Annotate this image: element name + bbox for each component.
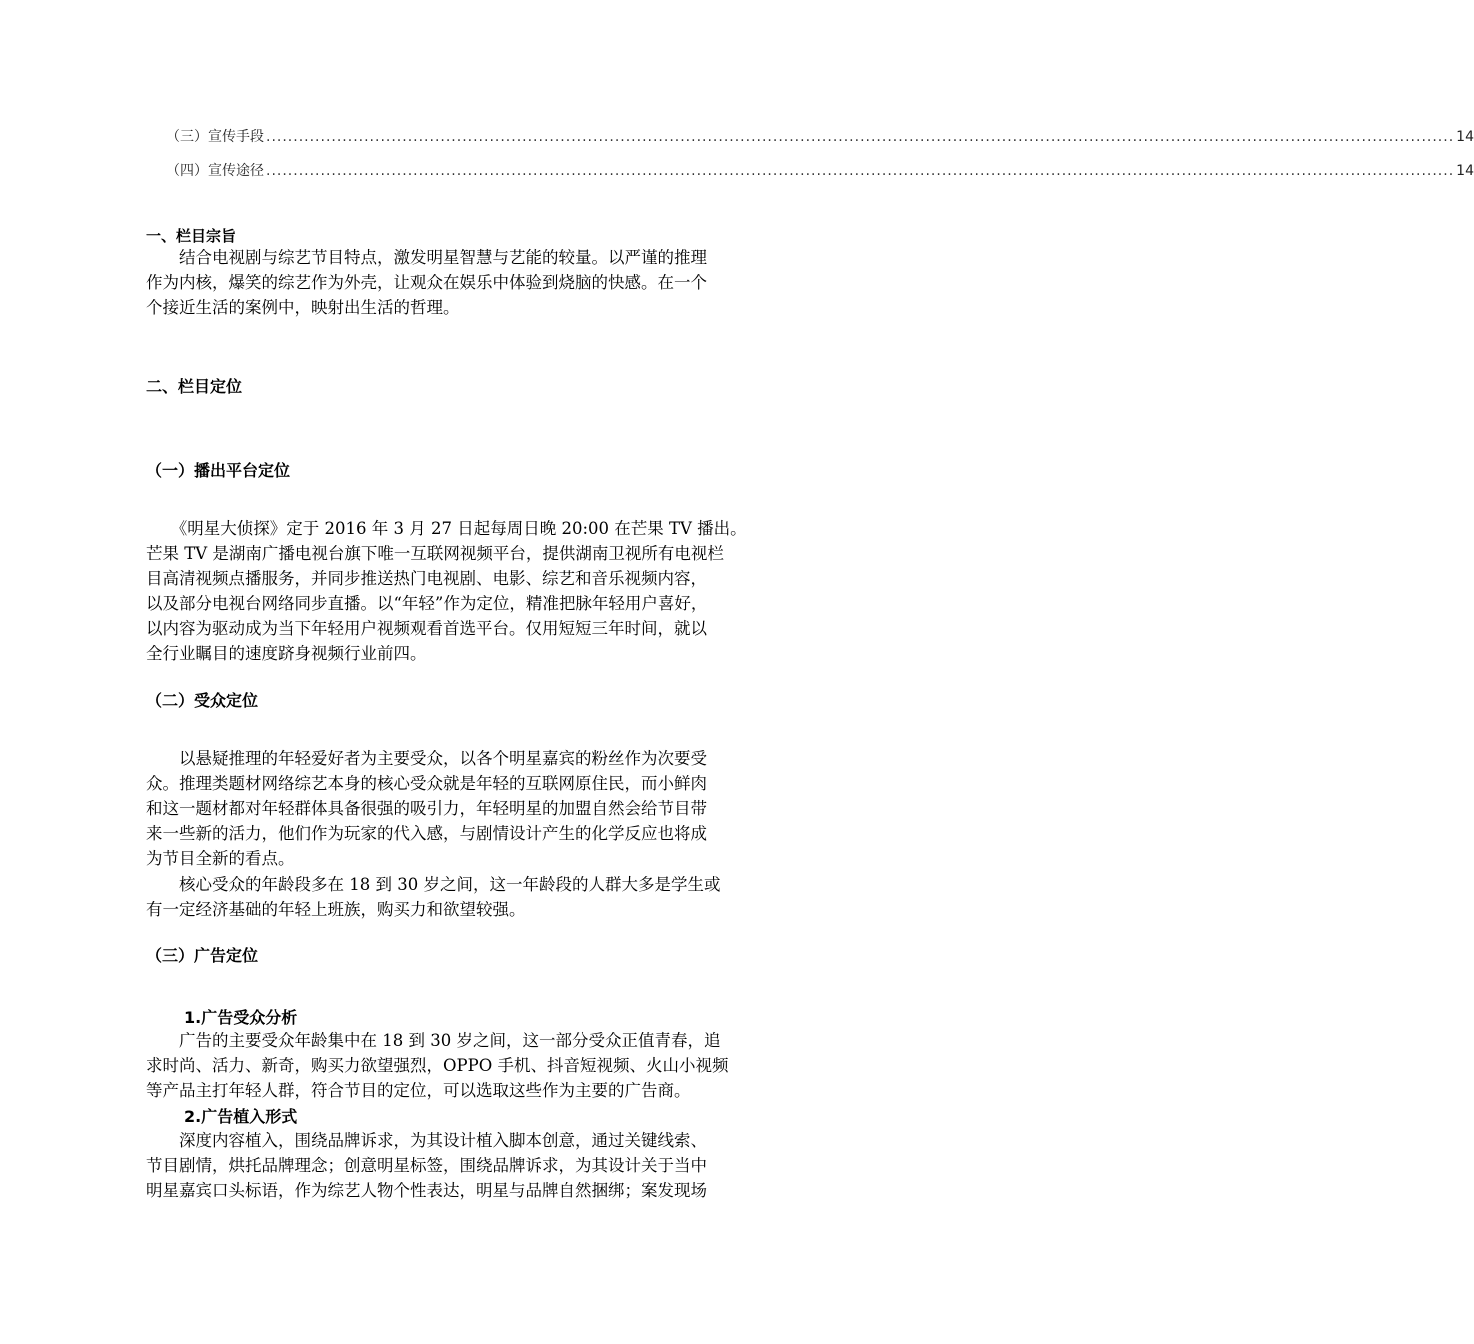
paragraph [146, 516, 806, 666]
text-line: 作为内核，爆笑的综艺作为外壳，让观众在娱乐中体验到烧脑的快感。在一个 [146, 273, 707, 292]
toc-entry[interactable] [166, 126, 1474, 152]
toc-leader-dots: .......................................................................................................................................................................................................................... [266, 129, 1455, 145]
text-line: 节目剧情，烘托品牌理念；创意明星标签，围绕品牌诉求，为其设计关于当中 [146, 1156, 707, 1175]
text-line: 求时尚、活力、新奇，购买力欲望强烈，OPPO 手机、抖音短视频、火山小视频 [146, 1056, 729, 1075]
paragraph [146, 872, 806, 922]
text-line: 等产品主打年轻人群，符合节目的定位，可以选取这些作为主要的广告商。 [146, 1081, 691, 1100]
text-line: 核心受众的年龄段多在 18 到 30 岁之间，这一年龄段的人群大多是学生或 [146, 875, 721, 894]
text-line: 《明星大侦探》定于 2016 年 3 月 27 日起每周日晚 20:00 在芒果 TV 播出。 [146, 519, 747, 538]
section-heading: 一、栏目宗旨 [146, 227, 237, 245]
toc-entry-page: 14 [1456, 129, 1474, 145]
text-line: 芒果 TV 是湖南广播电视台旗下唯一互联网视频平台，提供湖南卫视所有电视栏 [146, 544, 724, 563]
text-line: 来一些新的活力，他们作为玩家的代入感，与剧情设计产生的化学反应也将成 [146, 824, 707, 843]
text-line: 以悬疑推理的年轻爱好者为主要受众，以各个明星嘉宾的粉丝作为次要受 [146, 749, 707, 768]
text-line: 为节目全新的看点。 [146, 849, 295, 868]
text-line: 明星嘉宾口头标语，作为综艺人物个性表达，明星与品牌自然捆绑；案发现场 [146, 1181, 707, 1200]
section-heading: 二、栏目定位 [146, 377, 243, 396]
toc-entry-label: （三）宣传手段 [166, 129, 264, 145]
text-line: 以及部分电视台网络同步直播。以“年轻”作为定位，精准把脉年轻用户喜好， [146, 594, 708, 613]
sub-subsection-heading: 1.广告受众分析 [184, 1008, 298, 1027]
toc-entry-page: 14 [1456, 163, 1474, 179]
text-line: 以内容为驱动成为当下年轻用户视频观看首选平台。仅用短短三年时间，就以 [146, 619, 707, 638]
toc-entry-label: （四）宣传途径 [166, 163, 264, 179]
text-line: 和这一题材都对年轻群体具备很强的吸引力，年轻明星的加盟自然会给节目带 [146, 799, 707, 818]
subsection-heading: （一）播出平台定位 [146, 461, 291, 480]
text-line: 深度内容植入，围绕品牌诉求，为其设计植入脚本创意，通过关键线索、 [146, 1131, 707, 1150]
sub-subsection-heading: 2.广告植入形式 [184, 1107, 298, 1126]
text-line: 结合电视剧与综艺节目特点，激发明星智慧与艺能的较量。以严谨的推理 [146, 248, 707, 267]
paragraph [146, 1028, 806, 1103]
toc-leader-dots: .......................................................................................................................................................................................................................... [266, 163, 1455, 179]
subsection-heading: （三）广告定位 [146, 946, 259, 965]
paragraph [146, 245, 806, 320]
subsection-heading: （二）受众定位 [146, 691, 259, 710]
paragraph [146, 746, 806, 871]
paragraph [146, 1128, 806, 1203]
text-line: 个接近生活的案例中，映射出生活的哲理。 [146, 298, 460, 317]
text-line: 众。推理类题材网络综艺本身的核心受众就是年轻的互联网原住民，而小鲜肉 [146, 774, 707, 793]
toc-entry[interactable] [166, 160, 1474, 186]
text-line: 全行业瞩目的速度跻身视频行业前四。 [146, 644, 427, 663]
text-line: 有一定经济基础的年轻上班族，购买力和欲望较强。 [146, 900, 526, 919]
text-line: 广告的主要受众年龄集中在 18 到 30 岁之间，这一部分受众正值青春，追 [146, 1031, 721, 1050]
text-line: 目高清视频点播服务，并同步推送热门电视剧、电影、综艺和音乐视频内容， [146, 569, 707, 588]
